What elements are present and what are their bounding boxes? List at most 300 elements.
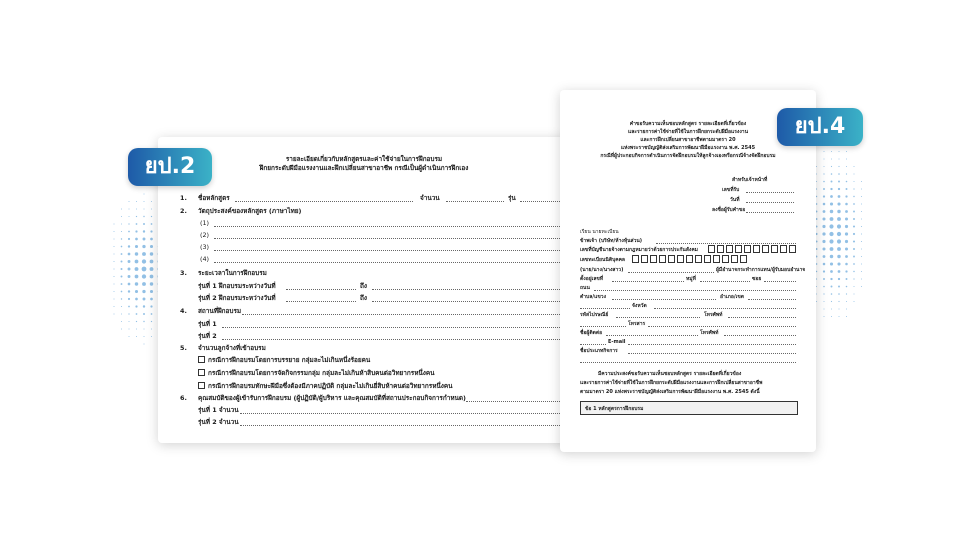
pattern-dot bbox=[861, 211, 862, 212]
pattern-dot bbox=[839, 159, 840, 160]
digit-box[interactable] bbox=[641, 255, 648, 263]
pattern-dot bbox=[142, 252, 146, 256]
pattern-dot bbox=[846, 188, 848, 190]
pattern-dot bbox=[823, 181, 825, 183]
pattern-dot bbox=[853, 278, 854, 279]
digit-box[interactable] bbox=[686, 255, 693, 263]
form-label: ตำบล/แขวง bbox=[580, 294, 607, 300]
place-batch-field[interactable] bbox=[222, 327, 570, 328]
postal-code-field[interactable] bbox=[616, 317, 700, 318]
province-continue-field[interactable] bbox=[654, 308, 796, 309]
pattern-dot bbox=[823, 195, 825, 197]
pattern-dot bbox=[135, 290, 138, 293]
pattern-dot bbox=[845, 232, 848, 235]
pattern-dot bbox=[135, 230, 137, 232]
pattern-dot bbox=[831, 286, 833, 288]
digit-box[interactable] bbox=[789, 245, 796, 253]
form-label: โทรสาร bbox=[628, 321, 646, 327]
form-label: อำเภอ/เขต bbox=[720, 294, 745, 300]
period-start-field[interactable] bbox=[286, 289, 356, 290]
pattern-dot bbox=[822, 217, 825, 220]
digit-box[interactable] bbox=[632, 255, 639, 263]
form-label: จังหวัด bbox=[632, 303, 647, 309]
form-label: เลขที่บัญชีนายจ้างตามกฎหมายว่าด้วยการประกันสังคม bbox=[580, 247, 698, 253]
qualification-batch-field[interactable] bbox=[240, 413, 570, 414]
pattern-dot bbox=[114, 239, 115, 240]
pattern-dot bbox=[121, 253, 123, 255]
pattern-dot bbox=[830, 217, 834, 221]
period-to-label: ถึง bbox=[360, 294, 367, 302]
pattern-dot bbox=[853, 263, 855, 265]
pattern-dot bbox=[816, 181, 817, 182]
pattern-dot bbox=[830, 255, 833, 258]
digit-box[interactable] bbox=[771, 245, 778, 253]
soi-field[interactable] bbox=[764, 281, 796, 282]
pattern-dot bbox=[837, 255, 840, 258]
pattern-dot bbox=[114, 306, 115, 307]
pattern-dot bbox=[824, 159, 825, 160]
digit-box[interactable] bbox=[650, 255, 657, 263]
pattern-dot bbox=[135, 267, 139, 271]
pattern-dot bbox=[845, 195, 847, 197]
form-label: ข้าพเจ้า (บริษัท/ห้างหุ้นส่วน) bbox=[580, 238, 643, 244]
checkbox-label: กรณีการฝึกอบรมทักษะฝีมือซึ่งต้องมีภาคปฏิบัติ กลุ่มละไม่เกินยี่สิบห้าคนต่อวิทยากรหนึ่งคน bbox=[208, 382, 453, 390]
receipt-date-field[interactable] bbox=[746, 202, 794, 203]
pattern-dot bbox=[822, 240, 825, 243]
objective-field[interactable] bbox=[214, 262, 570, 263]
pattern-dot bbox=[143, 313, 145, 315]
pattern-dot bbox=[151, 216, 152, 217]
pattern-dot bbox=[838, 188, 840, 190]
form-label: เลขทะเบียนนิติบุคคล bbox=[580, 257, 625, 263]
objective-field[interactable] bbox=[214, 238, 570, 239]
pattern-dot bbox=[837, 262, 840, 265]
pattern-dot bbox=[846, 181, 848, 183]
pattern-dot bbox=[150, 267, 154, 271]
province-field[interactable] bbox=[580, 308, 630, 309]
pattern-dot bbox=[144, 336, 145, 337]
pattern-dot bbox=[830, 195, 833, 198]
pattern-dot bbox=[830, 202, 833, 205]
digit-box[interactable] bbox=[762, 245, 769, 253]
pattern-dot bbox=[837, 210, 840, 213]
pattern-dot bbox=[121, 314, 122, 315]
pattern-dot bbox=[829, 239, 833, 243]
road-field[interactable] bbox=[594, 290, 796, 291]
pattern-dot bbox=[121, 329, 122, 330]
pattern-dot bbox=[142, 282, 146, 286]
pattern-dot bbox=[846, 301, 847, 302]
digit-box[interactable] bbox=[713, 255, 720, 263]
pattern-dot bbox=[121, 246, 123, 248]
pattern-dot bbox=[150, 238, 153, 241]
pattern-dot bbox=[831, 309, 832, 310]
pattern-dot bbox=[861, 249, 862, 250]
pattern-dot bbox=[816, 174, 817, 175]
pattern-dot bbox=[135, 275, 139, 279]
pattern-dot bbox=[853, 233, 855, 235]
checkbox-label: กรณีการฝึกอบรมโดยการบรรยาย กลุ่มละไม่เกินหนึ่งร้อยคน bbox=[208, 356, 371, 364]
pattern-dot bbox=[838, 293, 840, 295]
form-document-yp4 bbox=[560, 90, 816, 452]
batch-label: รุ่น bbox=[508, 194, 516, 202]
phone-field[interactable] bbox=[728, 317, 796, 318]
digit-box[interactable] bbox=[708, 245, 715, 253]
pattern-dot bbox=[853, 240, 855, 242]
pattern-dot bbox=[816, 294, 817, 295]
pattern-dot bbox=[114, 284, 115, 285]
pattern-dot bbox=[128, 231, 130, 233]
contact-name-field[interactable] bbox=[606, 335, 698, 336]
pattern-dot bbox=[144, 329, 145, 330]
pattern-dot bbox=[829, 232, 833, 236]
pattern-dot bbox=[121, 283, 123, 285]
digit-box[interactable] bbox=[744, 245, 751, 253]
pattern-dot bbox=[823, 188, 825, 190]
pattern-dot bbox=[846, 293, 847, 294]
pattern-dot bbox=[839, 151, 840, 152]
pattern-dot bbox=[121, 209, 122, 210]
pattern-dot bbox=[845, 225, 848, 228]
pattern-dot bbox=[816, 166, 817, 167]
pattern-dot bbox=[143, 230, 145, 232]
item-label: คุณสมบัติของผู้เข้ารับการฝึกอบรม (ผู้ปฏิบัติ/ผู้บริหาร และคุณสมบัติที่สถานประกอบกิจการกำหนด) bbox=[198, 394, 466, 402]
place-batch-label: รุ่นที่ 1 bbox=[198, 320, 217, 328]
pattern-dot bbox=[861, 219, 862, 220]
pattern-dot bbox=[846, 151, 847, 152]
checkbox[interactable] bbox=[198, 382, 205, 389]
closing-line: ตามมาตรา 20 แห่งพระราชบัญญัติส่งเสริมการพัฒนาฝีมือแรงงาน พ.ศ. 2545 ดังนี้ bbox=[580, 389, 760, 395]
pattern-dot bbox=[135, 298, 138, 301]
item-number: 6. bbox=[180, 394, 187, 402]
digit-box[interactable] bbox=[780, 245, 787, 253]
pattern-dot bbox=[839, 309, 840, 310]
pattern-dot bbox=[831, 166, 832, 167]
pattern-dot bbox=[839, 316, 840, 317]
pattern-dot bbox=[142, 245, 145, 248]
district-field[interactable] bbox=[748, 299, 796, 300]
pattern-dot bbox=[861, 233, 862, 234]
pattern-dot bbox=[114, 314, 115, 315]
officer-heading: สำหรับเจ้าหน้าที่ bbox=[732, 177, 768, 183]
doc-title-line2: ฝึกยกระดับฝีมือแรงงานและฝึกเปลี่ยนสาขาอาชีพ กรณีเป็นผู้ดำเนินการฝึกเอง bbox=[259, 164, 469, 172]
pattern-dot bbox=[823, 278, 825, 280]
pattern-dot bbox=[114, 254, 115, 255]
pattern-dot bbox=[128, 275, 131, 278]
period-end-field[interactable] bbox=[372, 289, 570, 290]
pattern-dot bbox=[128, 253, 131, 256]
pattern-dot bbox=[853, 203, 855, 205]
digit-box[interactable] bbox=[695, 255, 702, 263]
pattern-dot bbox=[831, 293, 833, 295]
digit-box[interactable] bbox=[717, 245, 724, 253]
doc-title-line: และรายการค่าใช้จ่ายที่ใช้ในการฝึกยกระดับฝีมือแรงงาน bbox=[627, 129, 749, 135]
officer-field-label: วันที่ bbox=[730, 197, 740, 203]
pattern-dot bbox=[829, 224, 833, 228]
officer-field-label: เลขที่รับ bbox=[722, 187, 740, 193]
pattern-dot bbox=[853, 211, 855, 213]
item-number: 4. bbox=[180, 307, 187, 315]
pattern-dot bbox=[838, 270, 841, 273]
pattern-dot bbox=[846, 159, 847, 160]
period-end-field[interactable] bbox=[372, 301, 570, 302]
form-badge-yp4: ยป.4 bbox=[777, 108, 863, 146]
pattern-dot bbox=[143, 321, 144, 322]
digit-box[interactable] bbox=[704, 255, 711, 263]
pattern-dot bbox=[846, 309, 847, 310]
pattern-dot bbox=[854, 286, 855, 287]
pattern-dot bbox=[823, 203, 826, 206]
pattern-dot bbox=[113, 276, 114, 277]
pattern-dot bbox=[142, 274, 146, 278]
pattern-dot bbox=[128, 290, 130, 292]
pattern-dot bbox=[128, 245, 130, 247]
form-label: ชื่อประเภทกิจการ bbox=[580, 348, 618, 354]
pattern-dot bbox=[824, 301, 825, 302]
pattern-dot bbox=[861, 226, 862, 227]
digit-box[interactable] bbox=[740, 255, 747, 263]
pattern-dot bbox=[838, 166, 839, 167]
pattern-dot bbox=[121, 298, 122, 299]
pattern-dot bbox=[136, 201, 137, 202]
pattern-dot bbox=[861, 241, 862, 242]
pattern-dot bbox=[129, 209, 130, 210]
pattern-dot bbox=[831, 173, 833, 175]
pattern-dot bbox=[861, 264, 862, 265]
qualification-batch-field[interactable] bbox=[240, 425, 570, 426]
course-table-header-label: ข้อ 1 หลักสูตรการฝึกอบรม bbox=[585, 406, 644, 412]
pattern-dot bbox=[121, 261, 123, 263]
pattern-dot bbox=[135, 252, 138, 255]
qualification-batch-label: รุ่นที่ 1 จำนวน bbox=[198, 406, 239, 414]
pattern-dot bbox=[121, 306, 122, 307]
form-label: (นาย/นาง/นางสาว) bbox=[580, 267, 624, 273]
pattern-dot bbox=[128, 283, 131, 286]
form-label: ซอย bbox=[752, 276, 762, 282]
pattern-dot bbox=[837, 232, 841, 236]
pattern-dot bbox=[143, 216, 144, 217]
pattern-dot bbox=[121, 291, 123, 293]
pattern-dot bbox=[853, 248, 855, 250]
digit-box[interactable] bbox=[659, 255, 666, 263]
pattern-dot bbox=[129, 336, 130, 337]
pattern-dot bbox=[823, 270, 825, 272]
item-number: 2. bbox=[180, 207, 187, 215]
pattern-dot bbox=[128, 260, 131, 263]
doc-title-line: คำขอรับความเห็นชอบหลักสูตร รายละเอียดที่เกี่ยวข้อง bbox=[629, 121, 747, 127]
pattern-dot bbox=[831, 181, 833, 183]
contact-phone-field[interactable] bbox=[724, 335, 796, 336]
course-name-field[interactable] bbox=[235, 201, 413, 202]
doc-title-line: และการฝึกเปลี่ยนสาขาอาชีพตามมาตรา 20 bbox=[640, 137, 736, 143]
pattern-dot bbox=[150, 298, 153, 301]
amount-field[interactable] bbox=[446, 201, 504, 202]
pattern-dot bbox=[142, 259, 146, 263]
receiver-signature-field[interactable] bbox=[746, 212, 794, 213]
pattern-dot bbox=[121, 276, 123, 278]
digit-box[interactable] bbox=[726, 245, 733, 253]
pattern-dot bbox=[151, 321, 152, 322]
pattern-dot bbox=[136, 336, 137, 337]
checkbox[interactable] bbox=[198, 356, 205, 363]
pattern-dot bbox=[113, 268, 114, 269]
form-badge-yp2: ยป.2 bbox=[128, 148, 212, 186]
subdistrict-field[interactable] bbox=[612, 299, 716, 300]
pattern-dot bbox=[838, 301, 839, 302]
business-type-field[interactable] bbox=[628, 353, 796, 354]
pattern-dot bbox=[150, 275, 154, 279]
pattern-dot bbox=[121, 238, 122, 239]
pattern-dot bbox=[846, 173, 847, 174]
fax-field[interactable] bbox=[648, 326, 796, 327]
objective-number: (4) bbox=[200, 255, 210, 263]
pattern-dot bbox=[128, 238, 130, 240]
objective-number: (1) bbox=[200, 219, 210, 227]
pattern-dot bbox=[823, 263, 826, 266]
objective-field[interactable] bbox=[214, 226, 570, 227]
moo-field[interactable] bbox=[700, 281, 750, 282]
item-label: ระยะเวลาในการฝึกอบรม bbox=[198, 269, 267, 277]
pattern-dot bbox=[128, 298, 130, 300]
pattern-dot bbox=[150, 252, 153, 255]
pattern-dot bbox=[824, 166, 825, 167]
pattern-dot bbox=[128, 306, 130, 308]
closing-line: มีความประสงค์ขอรับความเห็นชอบหลักสูตร รายละเอียดที่เกี่ยวข้อง bbox=[598, 371, 742, 377]
pattern-dot bbox=[144, 194, 145, 195]
pattern-dot bbox=[129, 216, 130, 217]
digit-box[interactable] bbox=[722, 255, 729, 263]
pattern-dot bbox=[816, 301, 817, 302]
pattern-dot bbox=[143, 223, 145, 225]
pattern-dot bbox=[114, 231, 115, 232]
pattern-dot bbox=[150, 290, 153, 293]
pattern-dot bbox=[846, 166, 847, 167]
pattern-dot bbox=[845, 240, 848, 243]
form-label: E-mail bbox=[608, 339, 626, 345]
pattern-dot bbox=[128, 223, 129, 224]
pattern-dot bbox=[128, 268, 131, 271]
pattern-dot bbox=[831, 159, 832, 160]
pattern-dot bbox=[135, 260, 139, 264]
pattern-dot bbox=[143, 238, 146, 241]
pattern-dot bbox=[142, 267, 147, 272]
pattern-dot bbox=[831, 301, 832, 302]
pattern-dot bbox=[861, 279, 862, 280]
pattern-dot bbox=[151, 209, 152, 210]
salutation: เรียน นายทะเบียน bbox=[580, 229, 619, 235]
pattern-dot bbox=[151, 336, 152, 337]
receipt-number-field[interactable] bbox=[746, 192, 794, 193]
pattern-dot bbox=[845, 210, 848, 213]
pattern-dot bbox=[837, 202, 840, 205]
pattern-dot bbox=[129, 321, 130, 322]
email-field[interactable] bbox=[628, 344, 796, 345]
pattern-dot bbox=[142, 290, 145, 293]
pattern-dot bbox=[846, 316, 847, 317]
checkbox[interactable] bbox=[198, 369, 205, 376]
pattern-dot bbox=[861, 271, 862, 272]
form-label: โทรศัพท์ bbox=[704, 312, 723, 318]
pattern-dot bbox=[837, 247, 841, 251]
objective-field[interactable] bbox=[214, 250, 570, 251]
pattern-dot bbox=[135, 238, 138, 241]
pattern-dot bbox=[822, 247, 825, 250]
checkbox-label: กรณีการฝึกอบรมโดยการจัดกิจกรรมกลุ่ม กลุ่มละไม่เกินห้าสิบคนต่อวิทยากรหนึ่งคน bbox=[208, 369, 435, 377]
closing-line: และรายการค่าใช้จ่ายที่ใช้ในการฝึกยกระดับฝีมือแรงงานและการฝึกเปลี่ยนสาขาอาชีพ bbox=[580, 380, 763, 386]
pattern-dot bbox=[114, 246, 115, 247]
digit-box[interactable] bbox=[731, 255, 738, 263]
pattern-dot bbox=[831, 316, 832, 317]
pattern-dot bbox=[824, 316, 825, 317]
digit-box[interactable] bbox=[668, 255, 675, 263]
pattern-dot bbox=[845, 247, 848, 250]
pattern-dot bbox=[824, 309, 825, 310]
pattern-dot bbox=[120, 268, 122, 270]
digit-box[interactable] bbox=[753, 245, 760, 253]
period-start-field[interactable] bbox=[286, 301, 356, 302]
pattern-dot bbox=[143, 305, 145, 307]
pattern-dot bbox=[837, 239, 841, 243]
pattern-dot bbox=[150, 282, 153, 285]
objective-number: (2) bbox=[200, 231, 210, 239]
pattern-dot bbox=[144, 344, 145, 345]
pattern-dot bbox=[143, 298, 146, 301]
email-prefix-field[interactable] bbox=[580, 344, 606, 345]
pattern-dot bbox=[136, 313, 138, 315]
pattern-dot bbox=[816, 286, 817, 287]
pattern-dot bbox=[822, 232, 825, 235]
pattern-dot bbox=[129, 201, 130, 202]
place-field[interactable] bbox=[242, 314, 570, 315]
fax-prefix-field[interactable] bbox=[580, 326, 626, 327]
extra-line-field[interactable] bbox=[580, 362, 796, 363]
address-number-field[interactable] bbox=[612, 281, 684, 282]
pattern-dot bbox=[121, 216, 122, 217]
company-name-field[interactable] bbox=[656, 243, 796, 244]
pattern-dot bbox=[845, 270, 847, 272]
pattern-dot bbox=[144, 209, 145, 210]
pattern-dot bbox=[824, 151, 825, 152]
pattern-dot bbox=[151, 329, 152, 330]
representative-name-field[interactable] bbox=[628, 272, 714, 273]
qualification-field[interactable] bbox=[466, 401, 570, 402]
digit-box[interactable] bbox=[735, 245, 742, 253]
item-label: วัตถุประสงค์ของหลักสูตร (ภาษาไทย) bbox=[198, 207, 302, 215]
place-batch-field[interactable] bbox=[222, 339, 570, 340]
pattern-dot bbox=[837, 217, 841, 221]
pattern-dot bbox=[845, 217, 848, 220]
digit-box[interactable] bbox=[677, 255, 684, 263]
form-label: รหัสไปรษณีย์ bbox=[580, 312, 609, 318]
pattern-dot bbox=[830, 270, 833, 273]
form-document-yp2 bbox=[158, 137, 570, 443]
pattern-dot bbox=[854, 301, 855, 302]
pattern-dot bbox=[151, 313, 153, 315]
pattern-dot bbox=[838, 173, 840, 175]
form-label: โทรศัพท์ bbox=[700, 330, 719, 336]
pattern-dot bbox=[121, 224, 122, 225]
pattern-dot bbox=[113, 261, 114, 262]
pattern-dot bbox=[823, 210, 826, 213]
place-batch-label: รุ่นที่ 2 bbox=[198, 332, 217, 340]
pattern-dot bbox=[853, 256, 855, 258]
pattern-dot bbox=[853, 218, 855, 220]
pattern-dot bbox=[136, 223, 138, 225]
pattern-dot bbox=[816, 278, 817, 279]
pattern-dot bbox=[136, 209, 137, 210]
pattern-dot bbox=[135, 245, 138, 248]
pattern-dot bbox=[114, 224, 115, 225]
